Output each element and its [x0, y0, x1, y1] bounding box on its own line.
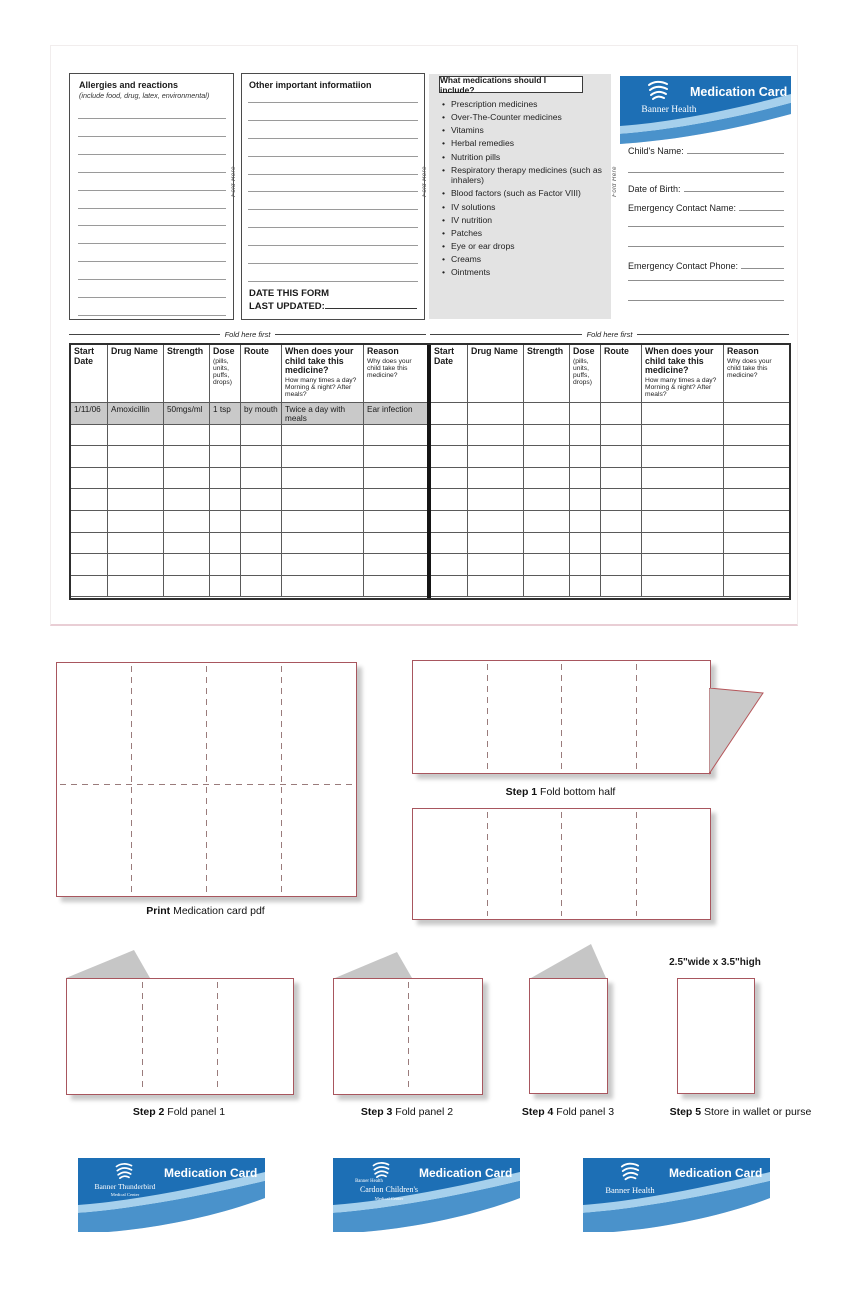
banner-health-wave-icon [646, 80, 670, 102]
table-cell [601, 489, 642, 511]
print-diagram [56, 662, 357, 897]
table-cell [282, 425, 364, 447]
banner-card-thunderbird [78, 1158, 265, 1232]
table-example-cell: Amoxicillin [108, 403, 164, 425]
table-cell [71, 511, 108, 533]
table-cell [282, 468, 364, 490]
table-cell [601, 533, 642, 555]
banner-title: Medication Card [164, 1166, 258, 1180]
step3-caption: Step 3 Fold panel 2 [360, 1106, 454, 1118]
table-cell [468, 468, 524, 490]
table-cell [524, 554, 570, 576]
medication-table [69, 343, 791, 600]
table-cell [601, 511, 642, 533]
write-line [248, 156, 418, 157]
banner-card-banner-health [583, 1158, 770, 1232]
table-cell [431, 533, 468, 555]
step4-caption: Step 4 Fold panel 3 [521, 1106, 615, 1118]
table-cell [282, 489, 364, 511]
table-cell [108, 446, 164, 468]
table-cell [570, 446, 601, 468]
table-cell [108, 576, 164, 598]
banner-brand-main: Banner Health [605, 1185, 655, 1195]
write-line [248, 245, 418, 246]
date-write-line [325, 300, 417, 309]
table-cell [524, 425, 570, 447]
table-cell [570, 489, 601, 511]
table-cell [364, 554, 427, 576]
table-cell [71, 554, 108, 576]
medications-include-title: What medications should I include? [439, 76, 583, 93]
table-cell [364, 511, 427, 533]
write-line [628, 172, 784, 173]
table-cell [524, 576, 570, 598]
table-cell [108, 533, 164, 555]
table-header-cell: Strength [524, 345, 570, 403]
write-line [248, 227, 418, 228]
table-header-cell: Drug Name [468, 345, 524, 403]
table-cell [724, 511, 789, 533]
medications-list [442, 99, 606, 280]
write-line [248, 209, 418, 210]
table-cell [570, 425, 601, 447]
banner-brand-sub: Medical Center [374, 1196, 404, 1201]
table-cell [642, 425, 724, 447]
table-cell [108, 468, 164, 490]
table-cell [642, 403, 724, 425]
table-header-cell: Start Date [71, 345, 108, 403]
medication-item: • Prescription medicines [442, 99, 538, 109]
banner-health-wave-icon [371, 1161, 391, 1180]
table-cell [210, 533, 241, 555]
table-cell [431, 468, 468, 490]
table-example-cell: by mouth [241, 403, 282, 425]
form-page [50, 45, 798, 626]
table-cell [164, 554, 210, 576]
table-example-cell: Twice a day with meals [282, 403, 364, 425]
medication-item: • Nutrition pills [442, 151, 501, 162]
table-cell [524, 468, 570, 490]
allergies-subtitle: (include food, drug, latex, environmental) [79, 91, 210, 100]
table-cell [241, 425, 282, 447]
medication-item: • IV nutrition [442, 214, 493, 225]
write-line [248, 174, 418, 175]
table-cell [108, 489, 164, 511]
medication-table-right-half [431, 345, 789, 598]
card-title: Medication Card [690, 85, 788, 99]
table-header-cell: Reason Why does your child take this medicine? [364, 345, 427, 403]
banner-brand-main: Banner Thunderbird [94, 1182, 156, 1191]
write-line [248, 281, 418, 282]
fold-here-label-1: Fold Here [231, 166, 237, 197]
write-line [248, 138, 418, 139]
fold-here-first-right: Fold here first [430, 330, 789, 339]
write-line [78, 118, 226, 119]
date-line-2: LAST UPDATED: [249, 300, 417, 313]
table-cell [524, 511, 570, 533]
medication-table-left-half [71, 345, 427, 598]
banner-title: Medication Card [419, 1166, 513, 1180]
table-cell [724, 489, 789, 511]
allergies-title: Allergies and reactions [79, 80, 179, 90]
table-header-cell: Reason Why does your child take this medicine? [724, 345, 789, 403]
table-cell [71, 468, 108, 490]
write-line [78, 225, 226, 226]
table-example-cell: Ear infection [364, 403, 427, 425]
write-line [248, 263, 418, 264]
table-cell [210, 576, 241, 598]
write-line [78, 172, 226, 173]
table-cell [431, 511, 468, 533]
table-example-cell: 1/11/06 [71, 403, 108, 425]
table-cell [241, 554, 282, 576]
write-line [78, 243, 226, 244]
write-line [78, 297, 226, 298]
table-cell [524, 446, 570, 468]
table-cell [601, 446, 642, 468]
table-header-cell: Drug Name [108, 345, 164, 403]
write-line [628, 300, 784, 301]
card-brand-wordmark: Banner Health [641, 105, 697, 115]
write-line [687, 146, 784, 154]
table-cell [724, 576, 789, 598]
write-line [78, 261, 226, 262]
step5-caption: Step 5 Store in wallet or purse [669, 1106, 812, 1118]
table-example-cell: 1 tsp [210, 403, 241, 425]
banner-health-wave-icon [114, 1162, 134, 1181]
step4-diagram [529, 978, 608, 1094]
table-header-cell: Strength [164, 345, 210, 403]
table-cell [71, 489, 108, 511]
medication-item: • Vitamins [442, 125, 484, 136]
table-header-cell: When does your child take this medicine? How many times a day? Morning & night? After meals? [282, 345, 364, 403]
table-cell [241, 576, 282, 598]
medication-item: • Over-The-Counter medicines [442, 112, 562, 123]
emergency-contact-name-field: Emergency Contact Name: [628, 203, 784, 213]
table-cell [164, 511, 210, 533]
table-cell [570, 554, 601, 576]
write-line [78, 136, 226, 137]
table-cell [210, 425, 241, 447]
medication-card-front-panel [620, 76, 791, 319]
table-cell [431, 554, 468, 576]
table-cell [570, 533, 601, 555]
table-cell [431, 576, 468, 598]
table-cell [724, 533, 789, 555]
write-line [248, 102, 418, 103]
emergency-contact-phone-field: Emergency Contact Phone: [628, 261, 784, 271]
table-cell [71, 576, 108, 598]
table-cell [724, 468, 789, 490]
childs-name-field: Child's Name: [628, 146, 784, 156]
table-cell [642, 554, 724, 576]
write-line [739, 203, 784, 211]
table-cell [282, 554, 364, 576]
table-cell [282, 446, 364, 468]
banner-brand-sub: Medical Center [110, 1192, 140, 1197]
fold-here-label-2: Fold Here [422, 166, 428, 197]
step2-caption: Step 2 Fold panel 1 [132, 1106, 226, 1118]
table-cell [108, 554, 164, 576]
table-cell [431, 489, 468, 511]
table-cell [71, 533, 108, 555]
table-cell [241, 489, 282, 511]
table-cell [241, 468, 282, 490]
step1-result-diagram [412, 808, 711, 920]
write-line [628, 246, 784, 247]
step2-fold-triangle [66, 950, 152, 978]
table-cell [724, 554, 789, 576]
date-this-form-label [249, 288, 417, 313]
table-cell [601, 403, 642, 425]
write-line [78, 315, 226, 316]
table-cell [468, 533, 524, 555]
print-caption: Print Medication card pdf [146, 905, 265, 917]
write-line [628, 280, 784, 281]
banner-card-cardon-childrens [333, 1158, 520, 1232]
table-cell [164, 576, 210, 598]
table-header-cell: When does your child take this medicine? How many times a day? Morning & night? After meals? [642, 345, 724, 403]
table-header-cell: Start Date [431, 345, 468, 403]
table-cell [570, 468, 601, 490]
medications-include-panel [429, 74, 611, 319]
date-line-1: DATE THIS FORM [249, 288, 330, 299]
table-cell [468, 511, 524, 533]
table-cell [601, 425, 642, 447]
table-cell [524, 533, 570, 555]
table-cell [431, 425, 468, 447]
table-cell [364, 533, 427, 555]
other-info-title: Other important informatiion [249, 80, 372, 90]
table-cell [164, 468, 210, 490]
table-example-cell: 50mgs/ml [164, 403, 210, 425]
table-cell [468, 425, 524, 447]
table-cell [164, 425, 210, 447]
table-header-cell: Dose (pills, units, puffs, drops) [210, 345, 241, 403]
allergies-write-lines [78, 118, 226, 316]
write-line [78, 208, 226, 209]
date-of-birth-field: Date of Birth: [628, 184, 784, 194]
step4-fold-triangle [531, 944, 608, 978]
table-cell [431, 446, 468, 468]
write-line [248, 191, 418, 192]
table-cell [601, 554, 642, 576]
table-cell [642, 533, 724, 555]
table-cell [468, 489, 524, 511]
fold-here-first-left: Fold here first [69, 330, 426, 339]
step3-fold-triangle [335, 952, 414, 978]
table-cell [364, 446, 427, 468]
table-cell [724, 425, 789, 447]
table-cell [241, 533, 282, 555]
table-header-cell: Route [601, 345, 642, 403]
step5-diagram [677, 978, 755, 1094]
write-line [78, 279, 226, 280]
table-cell [71, 446, 108, 468]
table-cell [570, 576, 601, 598]
table-cell [724, 446, 789, 468]
table-cell [468, 554, 524, 576]
write-line [78, 154, 226, 155]
medication-item: • Herbal remedies [442, 138, 515, 149]
table-cell [108, 425, 164, 447]
table-cell [524, 403, 570, 425]
table-cell [642, 511, 724, 533]
table-cell [282, 511, 364, 533]
medication-item: • Respiratory therapy medicines (such as inhalers) [442, 164, 602, 186]
step1-diagram [412, 660, 711, 774]
table-cell [210, 511, 241, 533]
write-line [741, 261, 784, 269]
table-header-cell: Dose (pills, units, puffs, drops) [570, 345, 601, 403]
table-cell [164, 533, 210, 555]
table-cell [210, 446, 241, 468]
table-cell [364, 576, 427, 598]
table-cell [570, 511, 601, 533]
table-cell [642, 446, 724, 468]
table-cell [724, 403, 789, 425]
table-cell [642, 576, 724, 598]
table-header-cell: Route [241, 345, 282, 403]
step1-caption: Step 1 Fold bottom half [505, 786, 616, 798]
card-size-note: 2.5"wide x 3.5"high [669, 957, 761, 968]
write-line [628, 226, 784, 227]
medication-item: • IV solutions [442, 201, 496, 212]
write-line [78, 190, 226, 191]
table-cell [431, 403, 468, 425]
table-cell [210, 489, 241, 511]
table-cell [210, 468, 241, 490]
banner-title: Medication Card [669, 1166, 763, 1180]
table-cell [282, 533, 364, 555]
table-cell [570, 403, 601, 425]
table-cell [71, 425, 108, 447]
allergies-panel [69, 73, 234, 320]
table-cell [468, 576, 524, 598]
medication-item: • Ointments [442, 267, 491, 278]
table-cell [241, 511, 282, 533]
table-cell [524, 489, 570, 511]
table-cell [282, 576, 364, 598]
banner-brand-top: Banner Health [355, 1179, 383, 1184]
table-cell [601, 576, 642, 598]
table-cell [364, 468, 427, 490]
banner-health-wave-icon [619, 1162, 641, 1182]
medication-item: • Creams [442, 254, 482, 265]
banner-brand-main: Cardon Children's [359, 1185, 419, 1194]
table-cell [364, 489, 427, 511]
step2-diagram [66, 978, 294, 1095]
table-cell [601, 468, 642, 490]
table-cell [241, 446, 282, 468]
table-cell [642, 468, 724, 490]
table-cell [468, 403, 524, 425]
step3-diagram [333, 978, 483, 1095]
fold-here-label-3: Fold Here [612, 166, 618, 197]
medication-item: • Eye or ear drops [442, 240, 515, 251]
table-cell [210, 554, 241, 576]
other-info-panel [241, 73, 425, 320]
write-line [684, 184, 784, 192]
table-cell [164, 489, 210, 511]
table-cell [164, 446, 210, 468]
other-info-write-lines [248, 102, 418, 282]
table-cell [108, 511, 164, 533]
table-cell [468, 446, 524, 468]
write-line [248, 120, 418, 121]
table-cell [642, 489, 724, 511]
medication-item: • Blood factors (such as Factor VIII) [442, 188, 581, 199]
medication-item: • Patches [442, 227, 483, 238]
table-cell [364, 425, 427, 447]
step1-fold-triangle [709, 688, 765, 776]
